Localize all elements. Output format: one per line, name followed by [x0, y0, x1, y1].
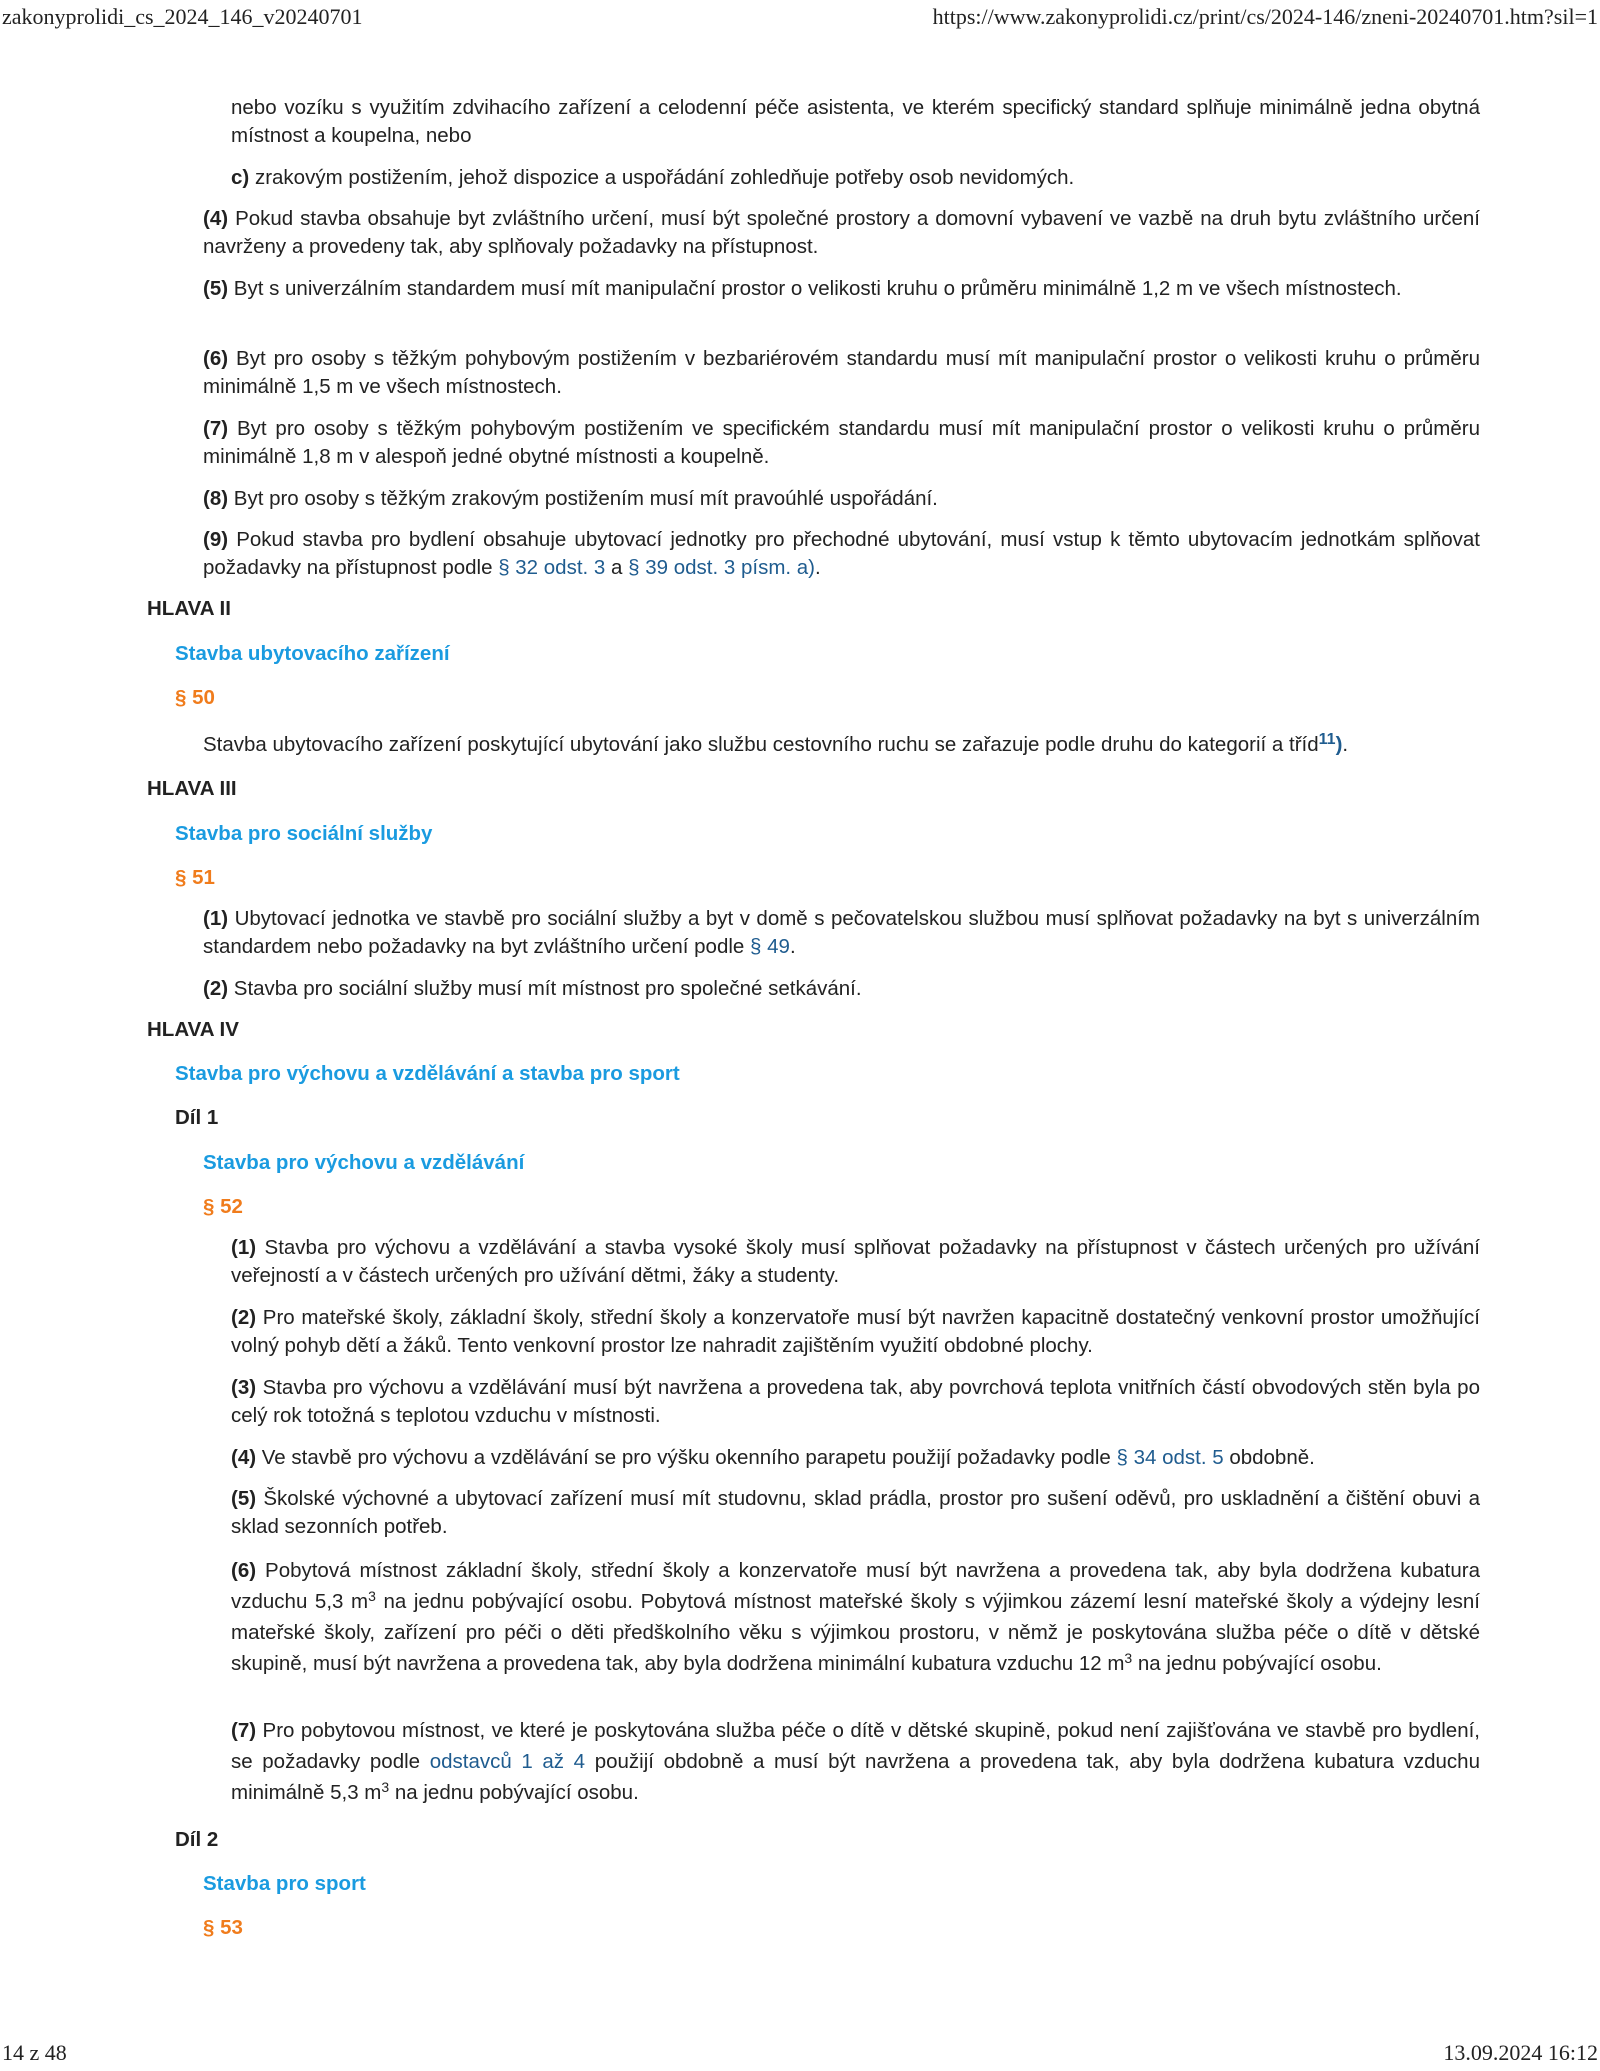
- paragraph-49-6: (6) Byt pro osoby s těžkým pohybovým postižením v bezbariérovém standardu musí mít manipulační prostor o velikosti kruhu o průměru minimálně 1,5 m ve všech místnostech.: [203, 347, 1480, 398]
- paragraph-51-1: (1) Ubytovací jednotka ve stavbě pro sociální služby a byt v domě s pečovatelskou službou musí splňovat požadavky na byt s univerzálním standardem nebo požadavky na byt zvláštního určení podle § 49.: [203, 907, 1480, 958]
- paragraph-number: (3): [231, 1376, 257, 1399]
- paragraph-number: (1): [203, 907, 229, 930]
- print-timestamp: 13.09.2024 16:12: [1443, 2040, 1598, 2065]
- letter-number: c): [231, 166, 250, 189]
- link-32-3[interactable]: § 32 odst. 3: [498, 556, 606, 579]
- chapter-label: HLAVA IV: [147, 1018, 239, 1041]
- paragraph-number: (9): [203, 528, 229, 551]
- paragraph-52-6: (6) Pobytová místnost základní školy, střední školy a konzervatoře musí být navržena a provedena tak, aby byla dodržena kubatura vzduchu 5,3 $m^3$ na jednu pobývající osobu. Pobytová místnost mateřské školy s výjimkou zázemí lesní mateřské školy a výdejny lesní mateřské školy, zařízení pro péči o děti předškolního věku s výjimkou prostoru, v němž je poskytována služba péče o dítě v dětské skupině, musí být navržena a provedena tak, aby byla dodržena minimální kubatura vzduchu 12 $m^3$ na jednu pobývající osobu.: [231, 1559, 1481, 1675]
- paragraph-number: (1): [231, 1236, 257, 1259]
- paragraph-52-3: (3) Stavba pro výchovu a vzdělávání musí být navržena a provedena tak, aby povrchová teplota vnitřních částí obvodových stěn byla po celý rok totožná s teplotou vzduchu v místnosti.: [231, 1376, 1480, 1427]
- part-title: Stavba pro sport: [203, 1872, 366, 1895]
- chapter-label: HLAVA II: [147, 597, 231, 620]
- paragraph-number: (4): [231, 1446, 257, 1469]
- paragraph-number: (6): [231, 1559, 257, 1582]
- print-header-filename: zakonyprolidi_cs_2024_146_v20240701: [2, 4, 363, 29]
- part-label: Díl 2: [175, 1828, 219, 1851]
- paragraph-49-3c: c) zrakovým postižením, jehož dispozice a uspořádání zohledňuje potřeby osob nevidomých.: [231, 166, 1075, 189]
- section-number: § 51: [175, 866, 215, 889]
- paragraph-50: Stavba ubytovacího zařízení poskytující ubytování jako službu cestovního ruchu se zařazuje podle druhu do kategorií a tříd$^{11}$).: [203, 731, 1349, 756]
- paragraph-52-1: (1) Stavba pro výchovu a vzdělávání a stavba vysoké školy musí splňovat požadavky na přístupnost v částech určených pro užívání veřejností a v částech určených pro užívání dětmi, žáky a studenty.: [231, 1236, 1480, 1287]
- chapter-title: Stavba pro sociální služby: [175, 822, 433, 845]
- paragraph-49-7: (7) Byt pro osoby s těžkým pohybovým postižením ve specifickém standardu musí mít manipulační prostor o velikosti kruhu o průměru minimálně 1,8 m v alespoň jedné obytné místnosti a koupelně.: [203, 417, 1481, 468]
- paragraph-number: (8): [203, 487, 229, 510]
- link-34-5[interactable]: § 34 odst. 5: [1116, 1446, 1224, 1469]
- paragraph-49-8: (8) Byt pro osoby s těžkým zrakovým postižením musí mít pravoúhlé uspořádání.: [203, 487, 938, 510]
- footnote-link[interactable]: 11: [1318, 731, 1336, 748]
- chapter-label: HLAVA III: [147, 777, 237, 800]
- paragraph-49-4: (4) Pokud stavba obsahuje byt zvláštního určení, musí být společné prostory a domovní vybavení ve vazbě na druh bytu zvláštního určení navrženy a provedeny tak, aby splňovaly požadavky na přístupnost.: [203, 207, 1480, 258]
- paragraph-51-2: (2) Stavba pro sociální služby musí mít místnost pro společné setkávání.: [203, 977, 862, 1000]
- paragraph-49-9: (9) Pokud stavba pro bydlení obsahuje ubytovací jednotky pro přechodné ubytování, musí vstup k těmto ubytovacím jednotkám splňovat požadavky na přístupnost podle § 32 odst. 3 a § 39 odst. 3 písm. a).: [203, 528, 1480, 579]
- section-number: § 50: [175, 686, 215, 709]
- paragraph-52-5: (5) Školské výchovné a ubytovací zařízení musí mít studovnu, sklad prádla, prostor pro sušení oděvů, pro uskladnění a čištění obuvi a sklad sezonních potřeb.: [231, 1487, 1480, 1538]
- part-label: Díl 1: [175, 1106, 219, 1129]
- paragraph-52-4: (4) Ve stavbě pro výchovu a vzdělávání se pro výšku okenního parapetu použijí požadavky podle § 34 odst. 5 obdobně.: [231, 1446, 1315, 1469]
- paragraph-number: (7): [203, 417, 229, 440]
- print-header-url: https://www.zakonyprolidi.cz/print/cs/2024-146/zneni-20240701.htm?sil=1: [932, 4, 1598, 29]
- section-number: § 53: [203, 1916, 243, 1939]
- paragraph-number: (4): [203, 207, 229, 230]
- link-49[interactable]: § 49: [750, 935, 790, 958]
- section-number: § 52: [203, 1195, 243, 1218]
- paragraph-52-7: (7) Pro pobytovou místnost, ve které je poskytována služba péče o dítě v dětské skupině, pokud není zajišťována ve stavbě pro bydlení, se požadavky podle odstavců 1 až 4 použijí obdobně a musí být navržena a provedena tak, aby byla dodržena kubatura vzduchu minimálně 5,3 $m^3$ na jednu pobývající osobu.: [231, 1719, 1481, 1804]
- part-title: Stavba pro výchovu a vzdělávání: [203, 1151, 525, 1174]
- paragraph-49-3b-continuation: nebo vozíku s využitím zdvihacího zařízení a celodenní péče asistenta, ve kterém specifický standard splňuje minimálně jedna obytná místnost a koupelna, nebo: [231, 96, 1480, 147]
- paragraph-number: (7): [231, 1719, 257, 1742]
- chapter-title: Stavba ubytovacího zařízení: [175, 642, 450, 665]
- paragraph-number: (5): [203, 277, 229, 300]
- link-odstavcu-1-4[interactable]: odstavců 1 až 4: [429, 1750, 586, 1773]
- paragraph-number: (2): [203, 977, 229, 1000]
- paragraph-number: (6): [203, 347, 229, 370]
- page-counter: 14 z 48: [2, 2040, 67, 2065]
- paragraph-52-2: (2) Pro mateřské školy, základní školy, střední školy a konzervatoře musí být navržen kapacitně dostatečný venkovní prostor umožňující volný pohyb dětí a žáků. Tento venkovní prostor lze nahradit zajištěním využití obdobné plochy.: [231, 1306, 1481, 1357]
- chapter-title: Stavba pro výchovu a vzdělávání a stavba pro sport: [175, 1062, 680, 1085]
- paragraph-49-5: (5) Byt s univerzálním standardem musí mít manipulační prostor o velikosti kruhu o průměru minimálně 1,2 m ve všech místnostech.: [203, 277, 1402, 300]
- paragraph-number: (5): [231, 1487, 257, 1510]
- link-39-3a[interactable]: § 39 odst. 3 písm. a): [628, 556, 816, 579]
- paragraph-number: (2): [231, 1306, 257, 1329]
